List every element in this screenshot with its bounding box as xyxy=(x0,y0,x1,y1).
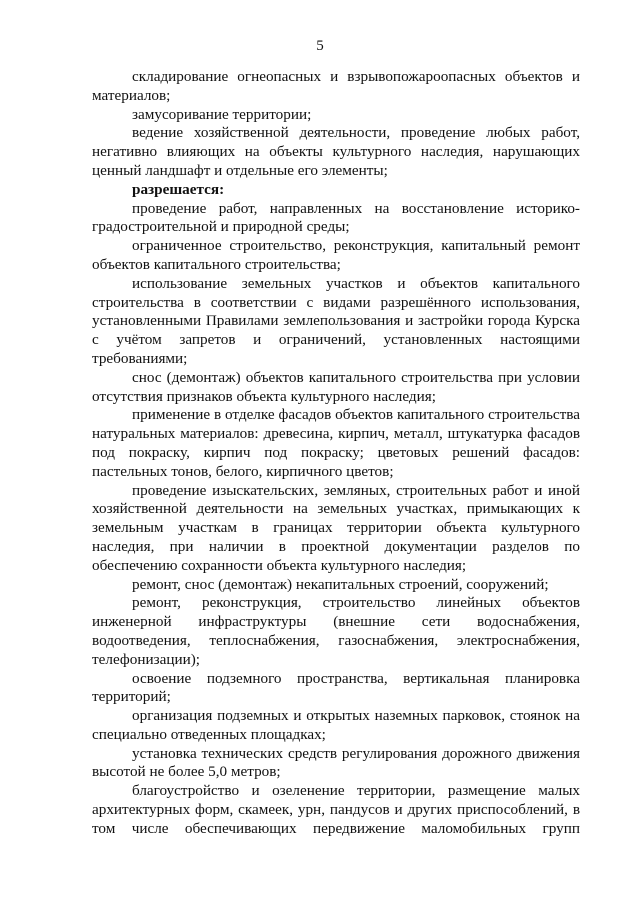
paragraph: складирование огнеопасных и взрывопожароопасных объектов и материалов; xyxy=(92,68,580,104)
document-body xyxy=(92,68,580,839)
paragraph: ремонт, реконструкция, строительство линейных объектов инженерной инфраструктуры (внешние сети водоснабжения, водоотведения, теплоснабжения, газоснабжения, электроснабжения, телефонизации); xyxy=(92,594,580,668)
paragraph: благоустройство и озеленение территории, размещение малых архитектурных форм, скамеек, урн, пандусов и других приспособлений, в том числе обеспечивающих передвижение маломобильных групп xyxy=(92,782,580,837)
page-number: 5 xyxy=(316,38,324,54)
paragraph: освоение подземного пространства, вертикальная планировка территорий; xyxy=(92,669,580,706)
paragraph: снос (демонтаж) объектов капитального строительства при условии отсутствия признаков объекта культурного наследия; xyxy=(92,368,580,405)
paragraph: ведение хозяйственной деятельности, проведение любых работ, негативно влияющих на объекты культурного наследия, нарушающих ценный ландшафт и отдельные его элементы; xyxy=(92,124,580,179)
paragraph: использование земельных участков и объектов капитального строительства в соответствии с видами разрешённого использования, установленными Правилами землепользования и застройки города Курска с учётом запретов и ограничений, установленных настоящими требованиями; xyxy=(92,274,580,367)
paragraph: ремонт, снос (демонтаж) некапитальных строений, сооружений; xyxy=(132,575,549,593)
paragraph: организация подземных и открытых наземных парковок, стоянок на специально отведенных площадках; xyxy=(92,707,580,743)
section-heading-allowed: разрешается: xyxy=(132,180,225,198)
paragraph: проведение изыскательских, земляных, строительных работ и иной хозяйственной деятельности на земельных участках, примыкающих к земельным участкам в границах территории объекта культурного наследия, при наличии в проектной документации разделов по обеспечению сохранности объекта культурного наследия; xyxy=(92,481,580,574)
paragraph: ограниченное строительство, реконструкция, капитальный ремонт объектов капитального строительства; xyxy=(92,237,580,273)
paragraph: замусоривание территории; xyxy=(132,105,312,123)
paragraph: установка технических средств регулирования дорожного движения высотой не более 5,0 метров; xyxy=(92,744,580,781)
paragraph: применение в отделке фасадов объектов капитального строительства натуральных материалов: древесина, кирпич, металл, штукатурка фасадов под покраску, кирпич под покраску; цветовых решений фасадов: пастельных тонов, белого, кирпичного цветов; xyxy=(92,406,580,480)
paragraph: проведение работ, направленных на восстановление историко-градостроительной и природной среды; xyxy=(92,199,580,236)
